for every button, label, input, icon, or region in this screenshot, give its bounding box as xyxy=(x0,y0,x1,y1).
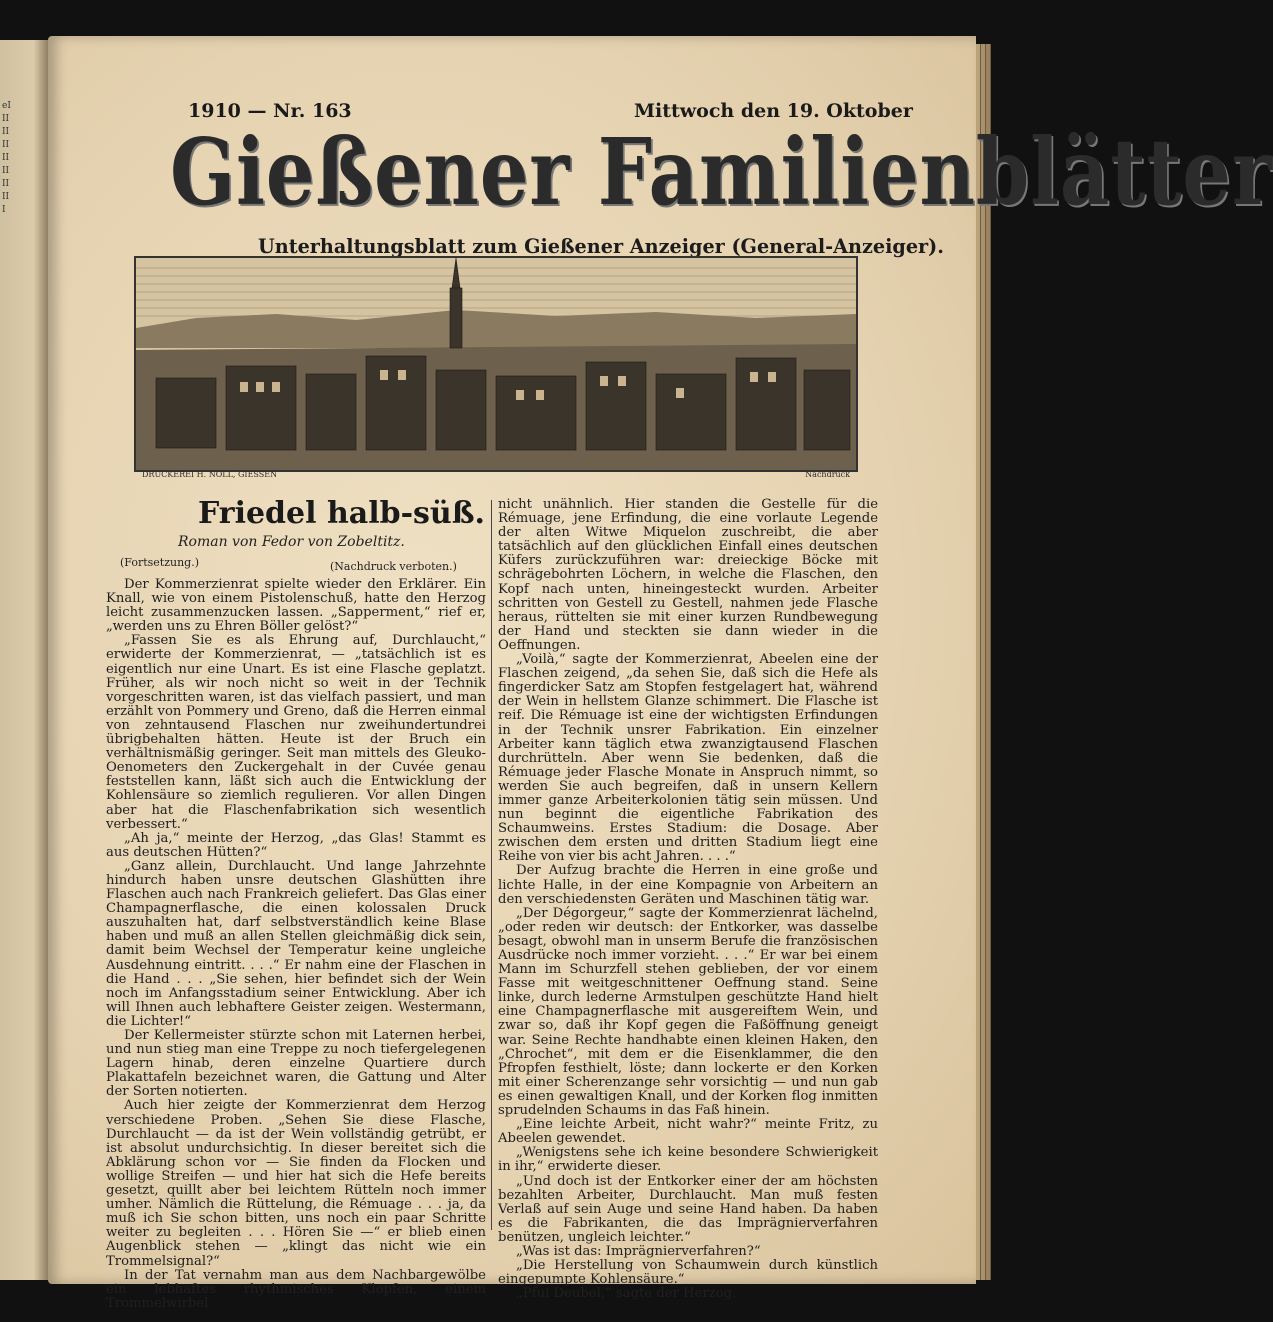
left-page-edge xyxy=(0,40,48,1280)
masthead xyxy=(130,116,1273,486)
paragraph: „Fassen Sie es als Ehrung auf, Durchlaucht,“ erwiderte der Kommerzienrat, — „tatsächlich ist es eigentlich nur eine Unart. Es ist eine Flasche geplatzt. Früher, als wir noch nicht so weit in der Technik vorgeschritten waren, ist das vielfach passiert, und man erzählt von Pommery und Greno, daß die Herren einmal von zehntausend Flaschen nur zweihundertundrei übrigbehalten hätten. Heute ist der Bruch ein verhältnismäßig geringer. Seit man mittels des Gleuko-Oenometers den Zuckergehalt in der Cuvée genau feststellen kann, läßt sich auch die Entwicklung der Kohlensäure so ziemlich regulieren. Vor allen Dingen aber hat die Flaschenfabrikation sich wesentlich verbessert.“ xyxy=(106,633,486,832)
paragraph: Der Kommerzienrat spielte wieder den Erklärer. Ein Knall, wie von einem Pistolenschuß, hatte den Herzog leicht zusammenzucken lassen. „Sapperment,“ rief er, „werden uns zu Ehren Böller gelöst?“ xyxy=(106,577,486,635)
right-column xyxy=(498,497,878,1302)
paragraph: „Pfui Deubel,“ sagte der Herzog. xyxy=(516,1286,737,1302)
paragraph: „Voilà,“ sagte der Kommerzienrat, Abeelen eine der Flaschen zeigend, „da sehen Sie, daß sich die Hefe als fingerdicker Satz am Stopfen festgelagert hat, während der Wein in hellstem Glanze schimmert. Die Flasche ist reif. Die Rémuage ist eine der wichtigsten Erfindungen in der Technik unsrer Fabrikation. Ein einzelner Arbeiter kann täglich etwa zwanzigtausend Flaschen durchrütteln. Aber wenn Sie bedenken, daß die Rémuage jeder Flasche Monate in Anspruch nimmt, so werden Sie auch begreifen, daß in unsern Kellern immer ganze Arbeiterkolonien tätig sein müssen. Und nun beginnt die eigentliche Fabrikation des Schaumweins. Erstes Stadium: die Dosage. Aber zwischen dem ersten und dritten Stadium liegt eine Reihe von vier bis acht Jahren. . . .“ xyxy=(498,652,878,865)
left-column xyxy=(106,577,486,1311)
reprint-note: (Nachdruck verboten.) xyxy=(330,560,457,573)
page-stack-edge xyxy=(986,44,991,1280)
paragraph: Auch hier zeigte der Kommerzienrat dem Herzog verschiedene Proben. „Sehen Sie diese Flasche, Durchlaucht — da ist der Wein vollständig getrübt, er ist absolut undurchsichtig. In dieser bereitet sich die Abklärung schon vor — Sie finden da Flocken und wollige Streifen — und hier hat sich die Hefe bereits gesetzt, quillt aber bei leichtem Rütteln noch immer umher. Nämlich die Rüttelung, die Rémuage . . . ja, da muß ich Sie schon bitten, uns noch ein paar Schritte weiter zu begleiten . . . Hören Sie —“ er blieb einen Augenblick stehen — „klingt das nicht wie ein Trommelsignal?“ xyxy=(106,1098,486,1269)
story-byline: Roman von Fedor von Zobeltitz. xyxy=(178,534,405,550)
paragraph: Der Kellermeister stürzte schon mit Laternen herbei, und nun stieg man eine Treppe zu noch tiefergelegenen Lagern hinab, deren einzelne Quartiere durch Plakattafeln bezeichnet waren, die Gattung und Alter der Sorten notierten. xyxy=(106,1028,486,1100)
newspaper-title: Gießener Familienblätter xyxy=(170,118,1273,226)
paragraph: „Ganz allein, Durchlaucht. Und lange Jahrzehnte hindurch haben unsre deutschen Glashütten ihre Flaschen auch nach Frankreich geliefert. Das Glas einer Champagnerflasche, die einen kolossalen Druck auszuhalten hat, darf selbstverständlich keine Blase haben und muß an allen Stellen gleichmäßig dick sein, damit beim Wechsel der Temperatur keine ungleiche Ausdehnung eintritt. . . .“ Er nahm eine der Flaschen in die Hand . . . „Sie sehen, hier befindet sich der Wein noch im Anfangsstadium seiner Entwicklung. Aber ich will Ihnen auch lebhaftere Geister zeigen. Westermann, die Lichter!“ xyxy=(106,858,486,1029)
paragraph: „Wenigstens sehe ich keine besondere Schwierigkeit in ihr,“ erwiderte dieser. xyxy=(498,1145,878,1175)
issue-number: 1910 — Nr. 163 xyxy=(188,100,352,122)
story-title: Friedel halb-süß. xyxy=(198,496,485,531)
paragraph: „Was ist das: Imprägnierverfahren?“ xyxy=(516,1243,761,1259)
newspaper-subtitle: Unterhaltungsblatt zum Gießener Anzeiger (General-Anzeiger). xyxy=(258,234,944,258)
paragraph: „Der Dégorgeur,“ sagte der Kommerzienrat lächelnd, „oder reden wir deutsch: der Entkorker, was dasselbe besagt, obwohl man in unserm Berufe die französischen Ausdrücke noch immer vorzieht. . . .“ Er war bei einem Mann im Schurzfell stehen geblieben, der vor einem Fasse mit weitgeschnittener Oeffnung stand. Seine linke, durch lederne Armstulpen geschützte Hand hielt eine Champagnerflasche mit ausgereiftem Wein, und zwar so, daß ihr Kopf gegen die Faßöffnung geneigt war. Seine Rechte handhabte einen kleinen Haken, den „Chrochet“, mit dem er die Eisenklammer, die den Pfropfen festhielt, löste; dann lockerte er den Korken mit einer Scherenzange sehr vorsichtig — und nun gab es einen gewaltigen Knall, und der Korken flog inmitten sprudelnden Schaums in das Faß hinein. xyxy=(498,905,878,1119)
paragraph: „Ah ja,“ meinte der Herzog, „das Glas! Stammt es aus deutschen Hütten?“ xyxy=(106,830,486,860)
paragraph: „Und doch ist der Entkorker einer der am höchsten bezahlten Arbeiter, Durchlaucht. Man muß festen Verlaß auf sein Auge und seine Hand haben. Da haben es die Fabrikanten, die das Imprägnierverfahren benützen, ungleich leichter.“ xyxy=(498,1173,878,1245)
paragraph: „Die Herstellung von Schaumwein durch künstlich eingepumpte Kohlensäure.“ xyxy=(498,1258,878,1288)
issue-date: Mittwoch den 19. Oktober xyxy=(634,100,913,122)
city-engraving xyxy=(134,256,858,472)
continuation-note: (Fortsetzung.) xyxy=(120,556,199,569)
paragraph: In der Tat vernahm man aus dem Nachbargewölbe ein lebhaftes rhythmisches Klopfen, einem Trommelwirbel xyxy=(106,1267,486,1311)
paragraph: nicht unähnlich. Hier standen die Gestelle für die Rémuage, jene Erfindung, die eine vorlaute Legende der alten Witwe Miquelon zuschreibt, die aber tatsächlich auf den glücklichen Einfall eines deutschen Küfers zurückzuführen war: dreieckige Böcke mit schrägebohrten Löchern, in welche die Flaschen, den Kopf nach unten, hineingesteckt wurden. Arbeiter schritten von Gestell zu Gestell, nahmen jede Flasche heraus, rüttelten sie mit einer kurzen Rundbewegung der Hand und steckten sie dann wieder in die Oeffnungen. xyxy=(498,497,878,653)
engraving-caption: DRUCKEREI H. NOLL, GIESSEN xyxy=(142,470,278,479)
paragraph: Der Aufzug brachte die Herren in eine große und lichte Halle, in der eine Kompagnie von Arbeitern an den verschiedensten Geräten und Maschinen tätig war. xyxy=(498,863,878,907)
engraving-signature: Nachdruck xyxy=(805,470,850,479)
left-page-edge-text: eIIIIIIIIIIIIIIII xyxy=(2,101,11,215)
paragraph: „Eine leichte Arbeit, nicht wahr?“ meinte Fritz, zu Abeelen gewendet. xyxy=(498,1117,878,1147)
column-rule xyxy=(491,500,492,1230)
